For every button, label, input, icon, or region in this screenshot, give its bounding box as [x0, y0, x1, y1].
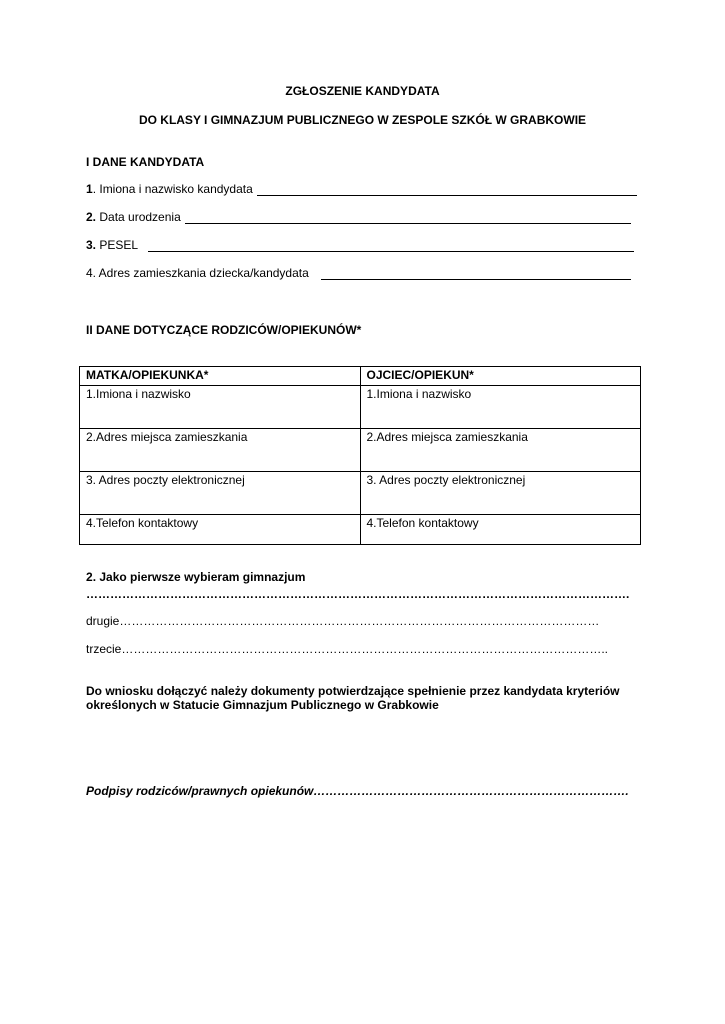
mother-address-cell[interactable]: 2.Adres miejsca zamieszkania: [80, 429, 361, 472]
section2-heading: II DANE DOTYCZĄCE RODZICÓW/OPIEKUNÓW*: [86, 323, 362, 337]
column-header-father: OJCIEC/OPIEKUN*: [360, 367, 641, 386]
field-label: 4. Adres zamieszkania dziecka/kandydata: [86, 266, 309, 280]
mother-phone-cell[interactable]: 4.Telefon kontaktowy: [80, 515, 361, 545]
field-label: 2. Data urodzenia: [86, 210, 181, 224]
birth-date-line[interactable]: [185, 211, 631, 224]
field-label: 1. Imiona i nazwisko kandydata: [86, 182, 253, 196]
father-phone-cell[interactable]: 4.Telefon kontaktowy: [360, 515, 641, 545]
school-choice-label: 2. Jako pierwsze wybieram gimnazjum: [86, 570, 306, 584]
mother-email-cell[interactable]: 3. Adres poczty elektronicznej: [80, 472, 361, 515]
third-choice-field[interactable]: trzecie…………………………………………………………………………………………………………..: [86, 642, 609, 656]
section1-heading: I DANE KANDYDATA: [86, 155, 205, 169]
father-name-cell[interactable]: 1.Imiona i nazwisko: [360, 386, 641, 429]
column-header-mother: MATKA/OPIEKUNKA*: [80, 367, 361, 386]
pesel-line[interactable]: [148, 239, 634, 252]
documents-note-line1: Do wniosku dołączyć należy dokumenty potwierdzające spełnienie przez kandydata kryteriów: [86, 684, 620, 698]
form-title: ZGŁOSZENIE KANDYDATA: [285, 84, 440, 98]
parents-signature-field[interactable]: Podpisy rodziców/prawnych opiekunów…………………………………………………………………….: [86, 784, 629, 798]
first-choice-dots[interactable]: ……………………………………………………………………………………………………………………….: [86, 587, 630, 601]
candidate-name-field[interactable]: [86, 182, 637, 196]
documents-note-line2: określonych w Statucie Gimnazjum Publicznego w Grabkowie: [86, 698, 439, 712]
father-email-cell[interactable]: 3. Adres poczty elektronicznej: [360, 472, 641, 515]
birth-date-field[interactable]: [86, 210, 631, 224]
mother-name-cell[interactable]: 1.Imiona i nazwisko: [80, 386, 361, 429]
second-choice-field[interactable]: drugie…………………………………………………………………………………………………………: [86, 614, 600, 628]
pesel-field[interactable]: [86, 238, 634, 252]
form-subtitle: DO KLASY I GIMNAZJUM PUBLICZNEGO W ZESPOLE SZKÓŁ W GRABKOWIE: [138, 113, 587, 127]
parents-table: [79, 366, 641, 545]
candidate-name-line[interactable]: [257, 183, 637, 196]
field-label: 3. PESEL: [86, 238, 139, 252]
address-field[interactable]: [86, 266, 631, 280]
father-address-cell[interactable]: 2.Adres miejsca zamieszkania: [360, 429, 641, 472]
address-line[interactable]: [321, 267, 631, 280]
